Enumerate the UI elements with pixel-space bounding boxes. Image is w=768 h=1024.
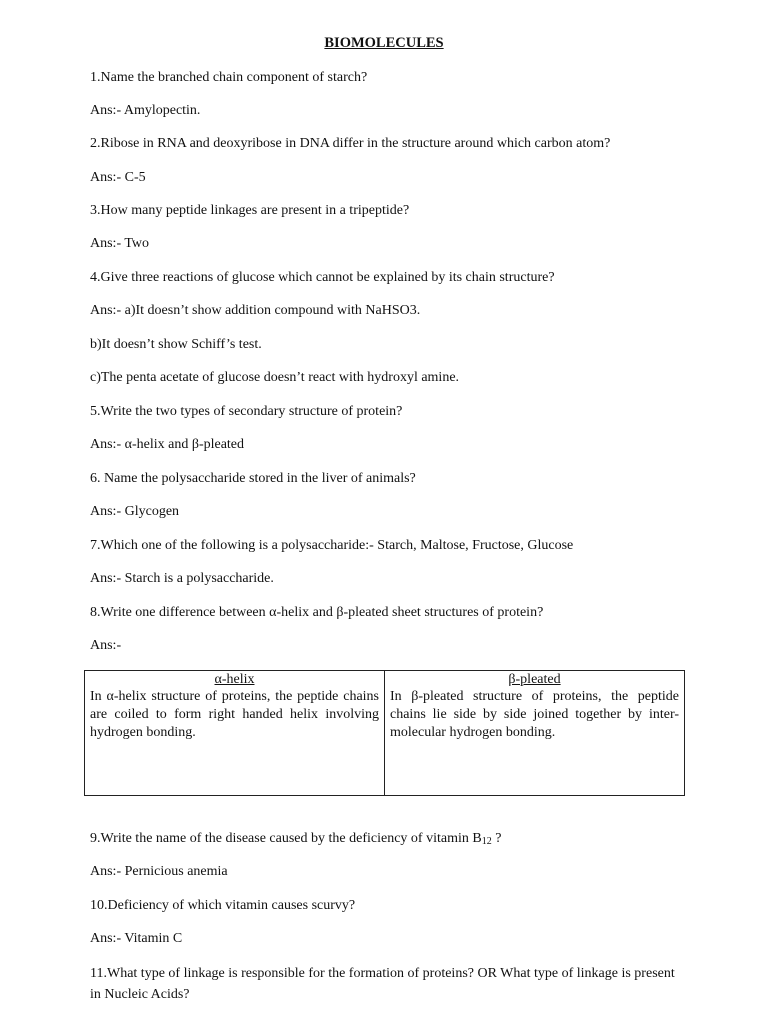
answer-8-label: Ans:- (90, 638, 122, 653)
comparison-table (84, 670, 685, 796)
answer-5: Ans:- α-helix and β-pleated (90, 437, 245, 452)
question-6: 6. Name the polysaccharide stored in the liver of animals? (90, 471, 416, 486)
question-10: 10.Deficiency of which vitamin causes scurvy? (90, 898, 356, 913)
answer-10: Ans:- Vitamin C (90, 931, 183, 946)
alpha-helix-cell (85, 671, 385, 796)
answer-6: Ans:- Glycogen (90, 504, 180, 519)
page-title: BIOMOLECULES (324, 35, 444, 51)
question-8: 8.Write one difference between α-helix and β-pleated sheet structures of protein? (90, 605, 544, 620)
vitamin-subscript: 12 (481, 836, 492, 847)
question-9-suffix: ? (491, 831, 502, 846)
answer-9: Ans:- Pernicious anemia (90, 864, 228, 879)
answer-2: Ans:- C-5 (90, 170, 146, 185)
answer-7: Ans:- Starch is a polysaccharide. (90, 571, 274, 586)
table-row (85, 671, 685, 796)
beta-pleated-header: β-pleated (508, 672, 561, 687)
answer-1: Ans:- Amylopectin. (90, 103, 201, 118)
answer-3: Ans:- Two (90, 236, 150, 251)
beta-pleated-description: In β-pleated structure of proteins, the peptide chains lie side by side joined together by inter-molecular hydrogen bonding. (390, 689, 679, 740)
question-3: 3.How many peptide linkages are present in a tripeptide? (90, 203, 410, 218)
question-11: 11.What type of linkage is responsible for the formation of proteins? OR What type of linkage is present in Nucleic Acids? (90, 966, 675, 1002)
alpha-helix-header: α-helix (214, 672, 255, 687)
question-7: 7.Which one of the following is a polysaccharide:- Starch, Maltose, Fructose, Glucose (90, 538, 574, 553)
answer-4b: b)It doesn’t show Schiff’s test. (90, 337, 262, 352)
answer-4c: c)The penta acetate of glucose doesn’t react with hydroxyl amine. (90, 370, 460, 385)
answer-4a: Ans:- a)It doesn’t show addition compound with NaHSO3. (90, 303, 421, 318)
question-1: 1.Name the branched chain component of starch? (90, 70, 368, 85)
question-5: 5.Write the two types of secondary structure of protein? (90, 404, 403, 419)
question-4: 4.Give three reactions of glucose which cannot be explained by its chain structure? (90, 270, 555, 285)
question-2: 2.Ribose in RNA and deoxyribose in DNA differ in the structure around which carbon atom? (90, 136, 611, 151)
question-9-text: 9.Write the name of the disease caused by the deficiency of vitamin B (90, 831, 482, 846)
alpha-helix-description: In α-helix structure of proteins, the peptide chains are coiled to form right handed helix involving hydrogen bonding. (90, 689, 379, 740)
question-9 (90, 831, 501, 847)
beta-pleated-cell (385, 671, 685, 796)
